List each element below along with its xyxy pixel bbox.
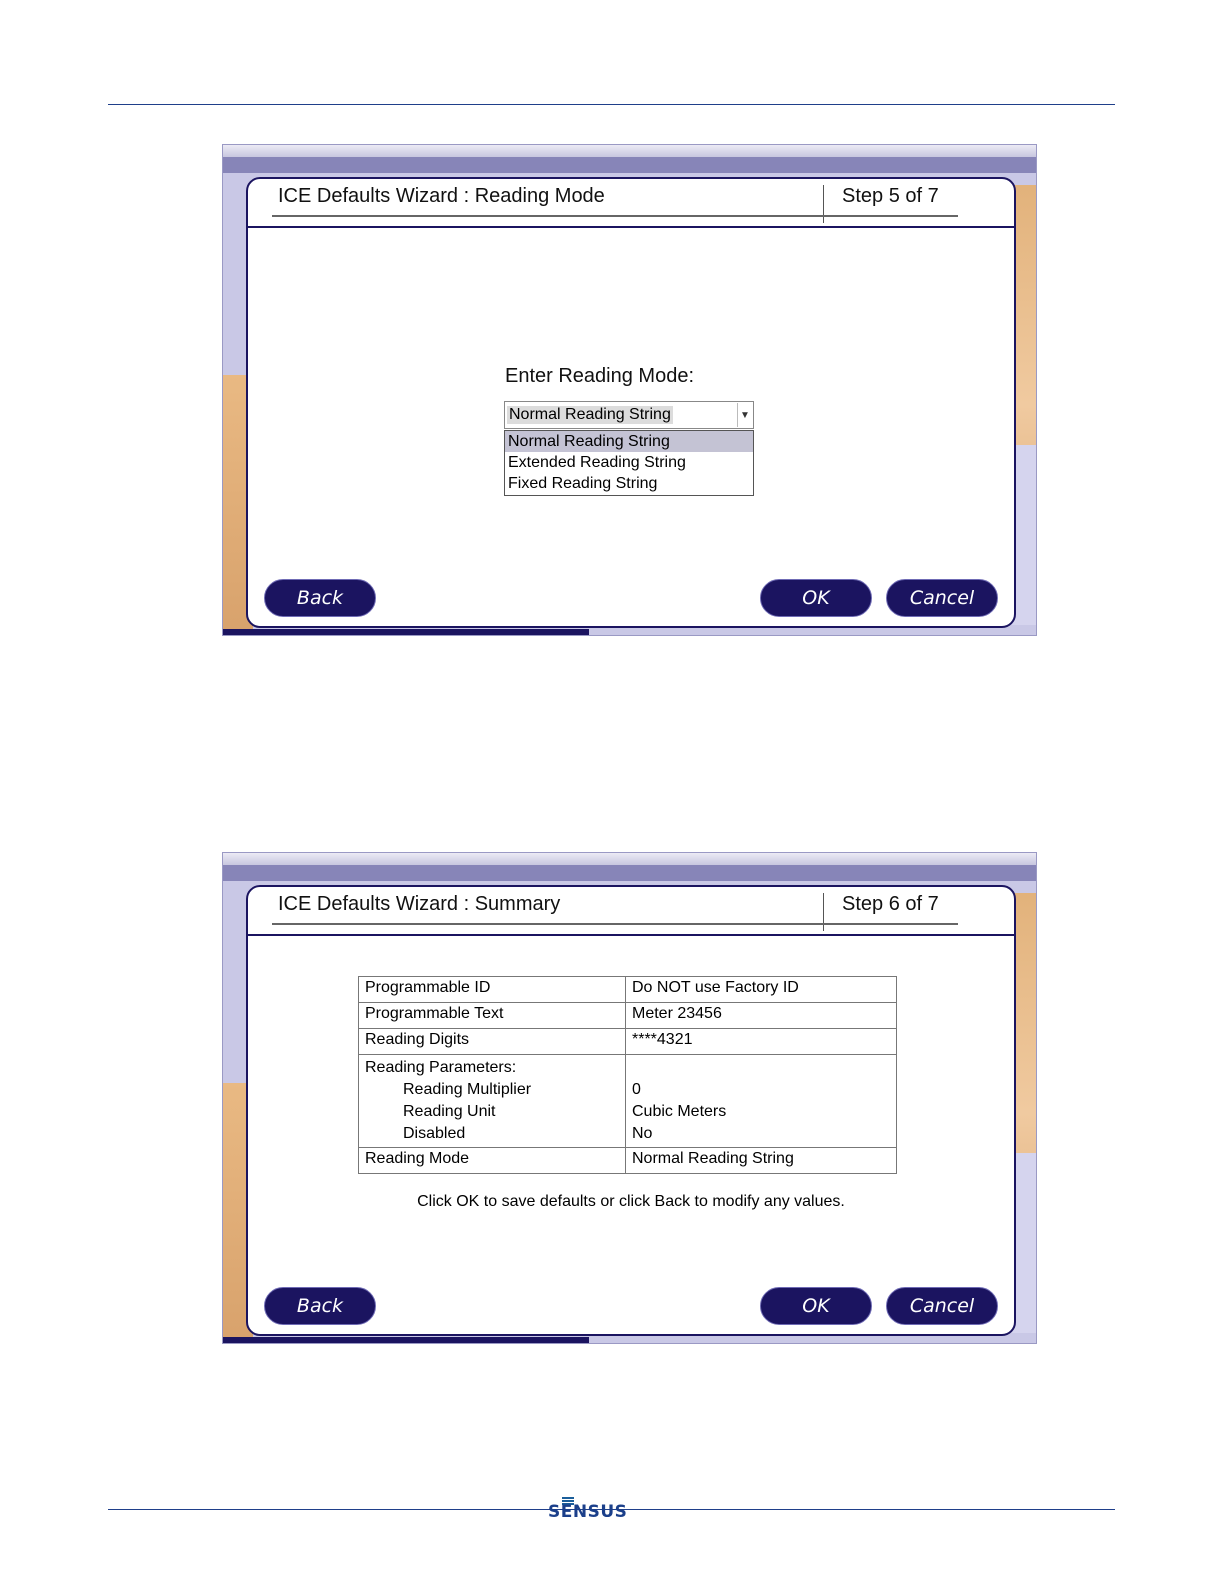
table-row <box>359 1148 897 1174</box>
table-row <box>359 1003 897 1029</box>
table-row <box>359 1055 897 1148</box>
table-row <box>359 977 897 1003</box>
reading-mode-select[interactable] <box>504 401 754 429</box>
summary-value: Normal Reading String <box>626 1148 897 1174</box>
summary-key: Reading Mode <box>359 1148 626 1174</box>
summary-value: Meter 23456 <box>626 1003 897 1029</box>
param-key: Reading Multiplier <box>403 1081 532 1098</box>
summary-value: Do NOT use Factory ID <box>626 977 897 1003</box>
param-value: No <box>632 1125 653 1142</box>
reading-mode-select-value: Normal Reading String <box>509 406 671 423</box>
summary-key: Reading Digits <box>359 1029 626 1055</box>
summary-instruction: Click OK to save defaults or click Back to modify any values. <box>417 1193 845 1210</box>
param-value: Cubic Meters <box>632 1103 727 1120</box>
wizard-screen-reading-mode <box>222 144 1037 636</box>
param-value: 0 <box>632 1081 641 1098</box>
wizard-panel <box>246 177 1016 628</box>
back-button[interactable]: Back <box>264 1287 376 1325</box>
reading-mode-label: Enter Reading Mode: <box>505 365 695 387</box>
summary-value: ****4321 <box>626 1029 897 1055</box>
wizard-title: ICE Defaults Wizard : Summary <box>278 893 561 915</box>
dropdown-option-normal[interactable]: Normal Reading String <box>505 431 753 452</box>
wizard-step: Step 6 of 7 <box>842 893 939 915</box>
wizard-panel <box>246 885 1016 1336</box>
table-row <box>359 1029 897 1055</box>
sensus-logo <box>548 1497 628 1527</box>
reading-parameters-heading: Reading Parameters: <box>365 1059 517 1076</box>
summary-key: Programmable Text <box>359 1003 626 1029</box>
back-button[interactable]: Back <box>264 579 376 617</box>
param-key: Disabled <box>403 1125 466 1142</box>
chevron-down-icon[interactable]: ▼ <box>737 403 752 427</box>
reading-parameters-values <box>626 1055 897 1148</box>
page-header-rule <box>108 104 1115 105</box>
wizard-screen-summary <box>222 852 1037 1344</box>
wizard-title: ICE Defaults Wizard : Reading Mode <box>278 185 605 207</box>
reading-mode-dropdown-list <box>504 430 754 496</box>
cancel-button[interactable]: Cancel <box>886 579 998 617</box>
cancel-button[interactable]: Cancel <box>886 1287 998 1325</box>
ok-button[interactable]: OK <box>760 1287 872 1325</box>
ok-button[interactable]: OK <box>760 579 872 617</box>
summary-table <box>358 976 897 1174</box>
summary-key: Programmable ID <box>359 977 626 1003</box>
param-key: Reading Unit <box>403 1103 496 1120</box>
reading-parameters-keys <box>359 1055 626 1148</box>
wizard-step: Step 5 of 7 <box>842 185 939 207</box>
dropdown-option-fixed[interactable]: Fixed Reading String <box>508 475 658 492</box>
logo-wordmark: SENSUS <box>548 1502 628 1522</box>
dropdown-option-extended[interactable]: Extended Reading String <box>508 454 686 471</box>
